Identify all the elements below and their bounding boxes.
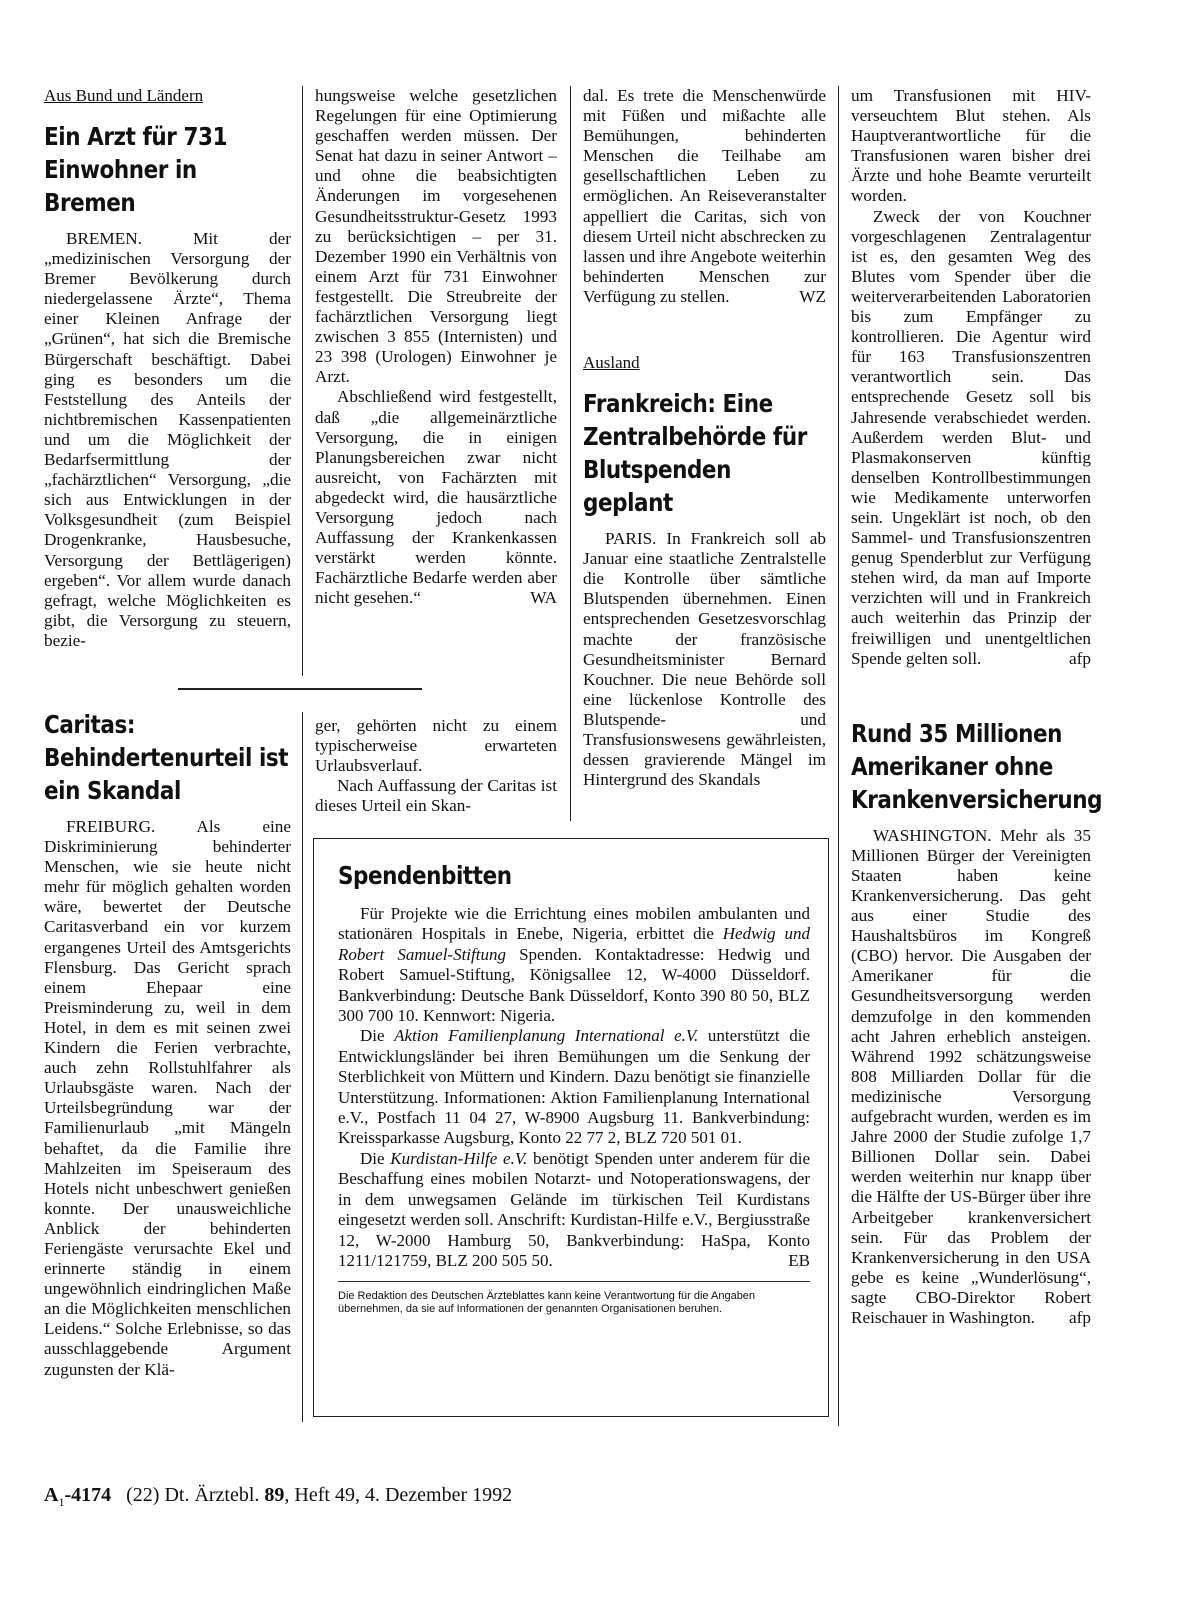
box-p2-italic: Aktion Familienplanung International e.V. <box>394 1026 699 1046</box>
headline-caritas: Caritas: Behindertenurteil ist ein Skandal <box>44 710 289 805</box>
column-rule-4 <box>838 86 839 1426</box>
article2-text-col3 <box>583 86 826 307</box>
rubric-ausland: Ausland <box>583 353 640 373</box>
article2-text-col1: FREIBURG. Als eine Diskriminierung behinderter Menschen, wie sie heute nicht mehr für möglich gehalten worden wäre, bewertet der Deutsche Caritasverband ein vor kurzem ergangenes Urteil des Amtsgerichts Flensburg. Das Gericht sprach einem Ehepaar eine Preisminderung zu, weil in dem Hotel, in dem es mit seinen zwei Kindern die Ferien verbrachte, auch zehn Rollstuhlfahrer als Urlaubsgäste waren. Nach der Urteilsbegründung war der Familienurlaub „mit Mängeln behaftet, da die Familie ihre Mahlzeiten im Speiseraum des Hotels nicht unbeschwert genießen konnte. Der unausweichliche Anblick der behinderten Feriengäste verursachte Ekel und erinnerte ständig in einem ungewöhnlich eindringlichen Maße an die Möglichkeiten menschlichen Leidens.“ Solche Erlebnisse, so das ausschlaggebende Argument zugunsten der Klä- <box>44 817 291 1379</box>
page-code-sub: 1 <box>58 1495 65 1509</box>
article4-text <box>851 826 1091 1328</box>
box-p1-italic: Hedwig und Robert Samuel-Stiftung <box>338 924 810 964</box>
column-rule-2 <box>302 712 303 1422</box>
article4-body: WASHINGTON. Mehr als 35 Millionen Bürger der Vereinigten Staaten haben keine Krankenversicherung. Das geht aus einer Studie des Haushaltsbüros im Kongreß (CBO) hervor. Die Ausgaben der Amerikaner für die Gesundheitsversorgung werden demzufolge in den kommenden acht Jahren erheblich ansteigen. Während 1992 schätzungsweise 808 Milliarden Dollar für die medizinische Versorgung aufgebracht wurden, werden es im Jahre 2000 der Studie zufolge 1,7 Billionen Dollar sein. Dabei werden weiterhin nur knapp über die Hälfte der US-Bürger über ihre Arbeitgeber krankenversichert sein. Für das Problem der Krankenversicherung in den USA gebe es keine „Wunderlösung“, sagte CBO-Direktor Robert Reischauer in Washington. <box>851 825 1091 1327</box>
article1-text-col1: BREMEN. Mit der „medizinischen Versorgung der Bremer Bevölkerung durch niedergelassene Ärzte“, Thema einer Kleinen Anfrage der „Grünen“, hat sich die Bremische Bürgerschaft beschäftigt. Dabei ging es besonders um die Feststellung des Anteils der nichtbremischen Kassenpatienten und um die Möglichkeit der Bedarfsermittlung der „fachärztlichen“ Versorgung, „die sich aus Entwicklungen in der Volksgesundheit (zum Beispiel Drogenkranke, Hausbesuche, Versorgung der Bettlägerigen) ergeben“. Vor allem wurde danach gefragt, welche Möglichkeiten es gibt, die Versorgung zu steuern, bezie- <box>44 229 291 650</box>
separator-rule <box>178 688 422 690</box>
donation-box <box>313 838 829 1417</box>
box-paragraph-1 <box>338 904 810 1026</box>
page-footer <box>44 1484 512 1510</box>
column-4 <box>851 86 1103 1328</box>
column-3 <box>583 86 826 790</box>
box-disclaimer: Die Redaktion des Deutschen Ärzteblattes kann keine Verantwortung für die Angaben übernehmen, da sie auf Informationen der genannten Organisationen beruhen. <box>338 1290 756 1316</box>
box-p3-italic: Kurdistan-Hilfe e.V. <box>390 1148 528 1168</box>
box-p3-a: Die <box>360 1148 391 1168</box>
signature-afp-1: afp <box>1069 648 1091 668</box>
footer-volume: 89 <box>264 1484 285 1506</box>
headline-amerikaner: Rund 35 Millionen Amerikaner ohne Krankenversicherung <box>851 718 1103 814</box>
column-2-lower <box>315 716 557 816</box>
box-paragraph-2 <box>338 1026 810 1148</box>
box-divider <box>338 1281 810 1282</box>
signature-wa: WA <box>530 588 557 608</box>
headline-spendenbitten: Spendenbitten <box>338 861 512 890</box>
article3-text-col4-p2 <box>851 207 1091 669</box>
box-paragraph-3 <box>338 1149 810 1271</box>
column-rule-3 <box>570 86 571 821</box>
box-p1-a: Für Projekte wie die Errichtung eines mobilen ambulanten und stationären Hospitals in Enebe, Nigeria, erbittet die <box>338 904 810 944</box>
headline-frankreich: Frankreich: Eine Zentralbehörde für Blutspenden geplant <box>583 389 807 518</box>
article3-text-col4-p1: um Transfusionen mit HIV-verseuchtem Blut stehen. Als Hauptverantwortliche für die Transfusionen waren bisher drei Ärzte und hohe Beamte verurteilt worden. <box>851 86 1091 206</box>
footer-text-a: (22) Dt. Ärztebl. <box>126 1484 265 1506</box>
article2-text-col2-p1: ger, gehörten nicht zu einem typischerweise erwarteten Urlaubsverlauf. <box>315 716 557 776</box>
headline-arzt-bremen: Ein Arzt für 731 Einwohner in Bremen <box>44 122 228 217</box>
signature-eb: EB <box>788 1250 810 1270</box>
signature-wz: WZ <box>799 286 826 306</box>
box-p1-b: Spenden. Kontaktadresse: Hedwig und Robert Samuel-Stiftung, Königsallee 12, W-4000 Düsseldorf. Bankverbindung: Deutsche Bank Düsseldorf, Konto 390 80 50, BLZ 300 700 10. Kennwort: Nigeria. <box>338 944 810 1026</box>
article3-col4-p2-text: Zweck der von Kouchner vorgeschlagenen Zentralagentur ist es, den gesamten Weg des Blutes vom Spender über die weiterverarbeitenden Laboratorien bis zum Empfänger zu kontrollieren. Die Agentur wird für 163 Transfusionszentren verantwortlich sein. Das entsprechende Gesetz soll bis Jahresende verabschiedet werden. Außerdem werden Blut- und Plasmakonserven künftig denselben Kontrollbestimmungen wie Medikamente unterworfen sein. Ungeklärt ist noch, ob den Sammel- und Transfusionszentren genug Spenderblut zur Verfügung stehen wird, da man auf Importe verzichten will und in Frankreich auch weiterhin das Prinzip der freiwilligen und unentgeltlichen Spende gelten soll. <box>851 206 1091 668</box>
column-2-top <box>315 86 557 608</box>
article1-text-col2-p2 <box>315 387 557 608</box>
page-number: -4174 <box>64 1484 112 1506</box>
footer-text-b: , Heft 49, 4. Dezember 1992 <box>284 1484 513 1506</box>
spacer <box>583 307 826 353</box>
rubric-aus-bund-und-laendern: Aus Bund und Ländern <box>44 86 204 105</box>
column-1 <box>44 86 291 651</box>
box-p2-b: unterstützt die Entwicklungsländer bei ihren Bemühungen um die Senkung der Sterblichkeit von Müttern und Kindern. Dazu benötigt sie finanzielle Unterstützung. Informationen: Aktion Familienplanung International e.V., Postfach 11 04 27, W-8900 Augsburg 11. Bankverbindung: Kreissparkasse Augsburg, Konto 22 77 2, BLZ 720 501 01. <box>338 1026 811 1148</box>
page-code: A <box>44 1484 59 1506</box>
article2-col3-text: dal. Es trete die Menschenwürde mit Füßen und mißachte alle Bemühungen, behinderten Menschen die Teilhabe am gesellschaftlichen Leben zu ermöglichen. An Reiseveranstalter appelliert die Caritas, sich von diesem Urteil nicht abschrecken zu lassen und ihre Angebote weiterhin behinderten Menschen zur Verfügung zu stellen. <box>583 86 826 306</box>
column-1-lower <box>44 708 291 1380</box>
signature-afp-2: afp <box>1069 1307 1091 1327</box>
article1-col2-p2-text: Abschließend wird festgestellt, daß „die allgemeinärztliche Versorgung, die in einigen Planungsbereichen zwar nicht ausreicht, von Fachärzten mit abgedeckt wird, die hausärztliche Versorgung jedoch nach Auffassung der Krankenkassen verstärkt werden könnte. Fachärztliche Bedarfe werden aber nicht gesehen.“ <box>315 387 557 608</box>
article2-text-col2-p2: Nach Auffassung der Caritas ist dieses Urteil ein Skan- <box>315 776 557 816</box>
spacer <box>851 669 1091 717</box>
article3-text-col3: PARIS. In Frankreich soll ab Januar eine staatliche Zentralstelle die Kontrolle über sämtliche Blutspenden übernehmen. Einen entsprechenden Gesetzesvorschlag machte der französische Gesundheitsminister Bernard Kouchner. Die neue Behörde soll eine lückenlose Kontrolle des Blutspende- und Transfusionswesens gewährleisten, dessen gravierende Mängel im Hintergrund des Skandals <box>583 529 826 790</box>
article1-text-col2-p1: hungsweise welche gesetzlichen Regelungen für eine Optimierung geschaffen werden müssen. Der Senat hat dazu in seiner Antwort – und ohne die beabsichtigten Änderungen im vorgesehenen Gesundheitsstruktur-Gesetz 1993 zu berücksichtigen – per 31. Dezember 1990 ein Verhältnis von einem Arzt für 731 Einwohner festgestellt. Die Streubreite der fachärztlichen Versorgung liegt zwischen 3 855 (Internisten) und 23 398 (Urologen) Einwohner je Arzt. <box>315 86 557 387</box>
column-rule-1 <box>302 86 303 676</box>
box-p3-b: benötigt Spenden unter anderem für die Beschaffung eines mobilen Notarzt- und Notoperationswagens, der in dem unwegsamen Gelände im türkischen Teil Kurdistans eingesetzt werden soll. Anschrift: Kurdistan-Hilfe e.V., Bergiusstraße 12, W-2000 Hamburg 50, Bankverbindung: HaSpa, Konto 1211/121759, BLZ 200 505 50. <box>338 1148 810 1270</box>
box-p2-a: Die <box>360 1026 395 1046</box>
